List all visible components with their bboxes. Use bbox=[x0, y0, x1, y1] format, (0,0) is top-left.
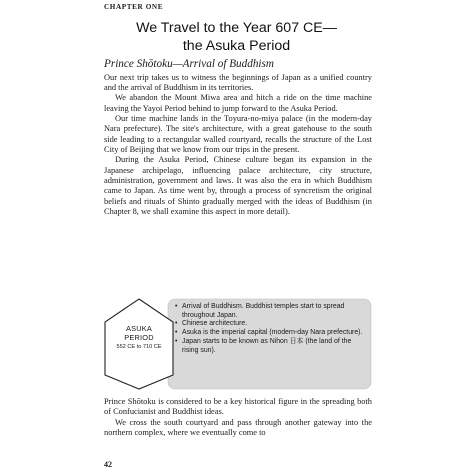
chapter-title-line-1: We Travel to the Year 607 CE— bbox=[136, 20, 337, 36]
period-badge-label: PERIOD bbox=[124, 332, 154, 342]
chapter-title bbox=[104, 19, 369, 55]
list-item: • Chinese architecture. bbox=[175, 320, 248, 328]
paragraph-1: Our next trip takes us to witness the beginnings of Japan as a unified country and the arrival of Buddhism in its territories. bbox=[104, 72, 372, 92]
paragraph-5: Prince Shōtoku is considered to be a key historical figure in the spreading both of Confucianist and Buddhist ideas. bbox=[104, 397, 372, 417]
body-text bbox=[104, 73, 372, 218]
list-item: • Japan starts to be known as Nihon 日本 (the land of the rising sun). bbox=[175, 337, 352, 354]
bullet-icon: • bbox=[175, 337, 178, 345]
page-number: 42 bbox=[104, 460, 112, 469]
chapter-title-line-2: the Asuka Period bbox=[182, 38, 291, 54]
period-summary-box bbox=[104, 298, 372, 390]
paragraph-2: We abandon the Mount Miwa area and hitch a ride on the time machine leaving the Yayoi Period behind to jump forward to the Asuka Period. bbox=[104, 93, 372, 113]
bullet-icon: • bbox=[175, 329, 178, 337]
bullet-icon: • bbox=[175, 320, 178, 328]
paragraph-6: We cross the south courtyard and pass through another gateway into the northern complex, where we eventually come to bbox=[104, 417, 372, 438]
list-item: • Asuka is the imperial capital (modern-day Nara prefecture). bbox=[175, 329, 363, 337]
period-badge-dates: 552 CE to 710 CE bbox=[116, 343, 162, 350]
section-heading: Prince Shōtoku—Arrival of Buddhism bbox=[104, 58, 274, 70]
body-text-continued bbox=[104, 397, 372, 438]
period-badge bbox=[113, 325, 165, 352]
running-head: CHAPTER ONE bbox=[104, 3, 164, 11]
paragraph-4: During the Asuka Period, Chinese culture began its expansion in the Japanese archipelago, influencing palace architecture, city structure, administration, government and laws. It was also the era in which Buddhism came to Japan. As time went by, through a process of syncretism the original beliefs and rituals of Shinto gradually merged with the ideas of Buddhism (in Chapter 8, we shall examine this aspect in more detail). bbox=[104, 155, 372, 216]
period-bullet-list bbox=[174, 303, 368, 355]
bullet-icon: • bbox=[175, 303, 178, 310]
list-item: • Arrival of Buddhism. Buddhist temples start to spread throughout Japan. bbox=[175, 303, 345, 319]
period-badge-name: ASUKA bbox=[125, 324, 153, 333]
paragraph-3: Our time machine lands in the Toyura-no-miya palace (in the modern-day Nara prefecture). The site's architecture, with a great gatehouse to the south side leading to a rectangular walled courtyard, recalls the structure of the Lost City of Beijing that we know from our trips in the present. bbox=[104, 113, 372, 154]
